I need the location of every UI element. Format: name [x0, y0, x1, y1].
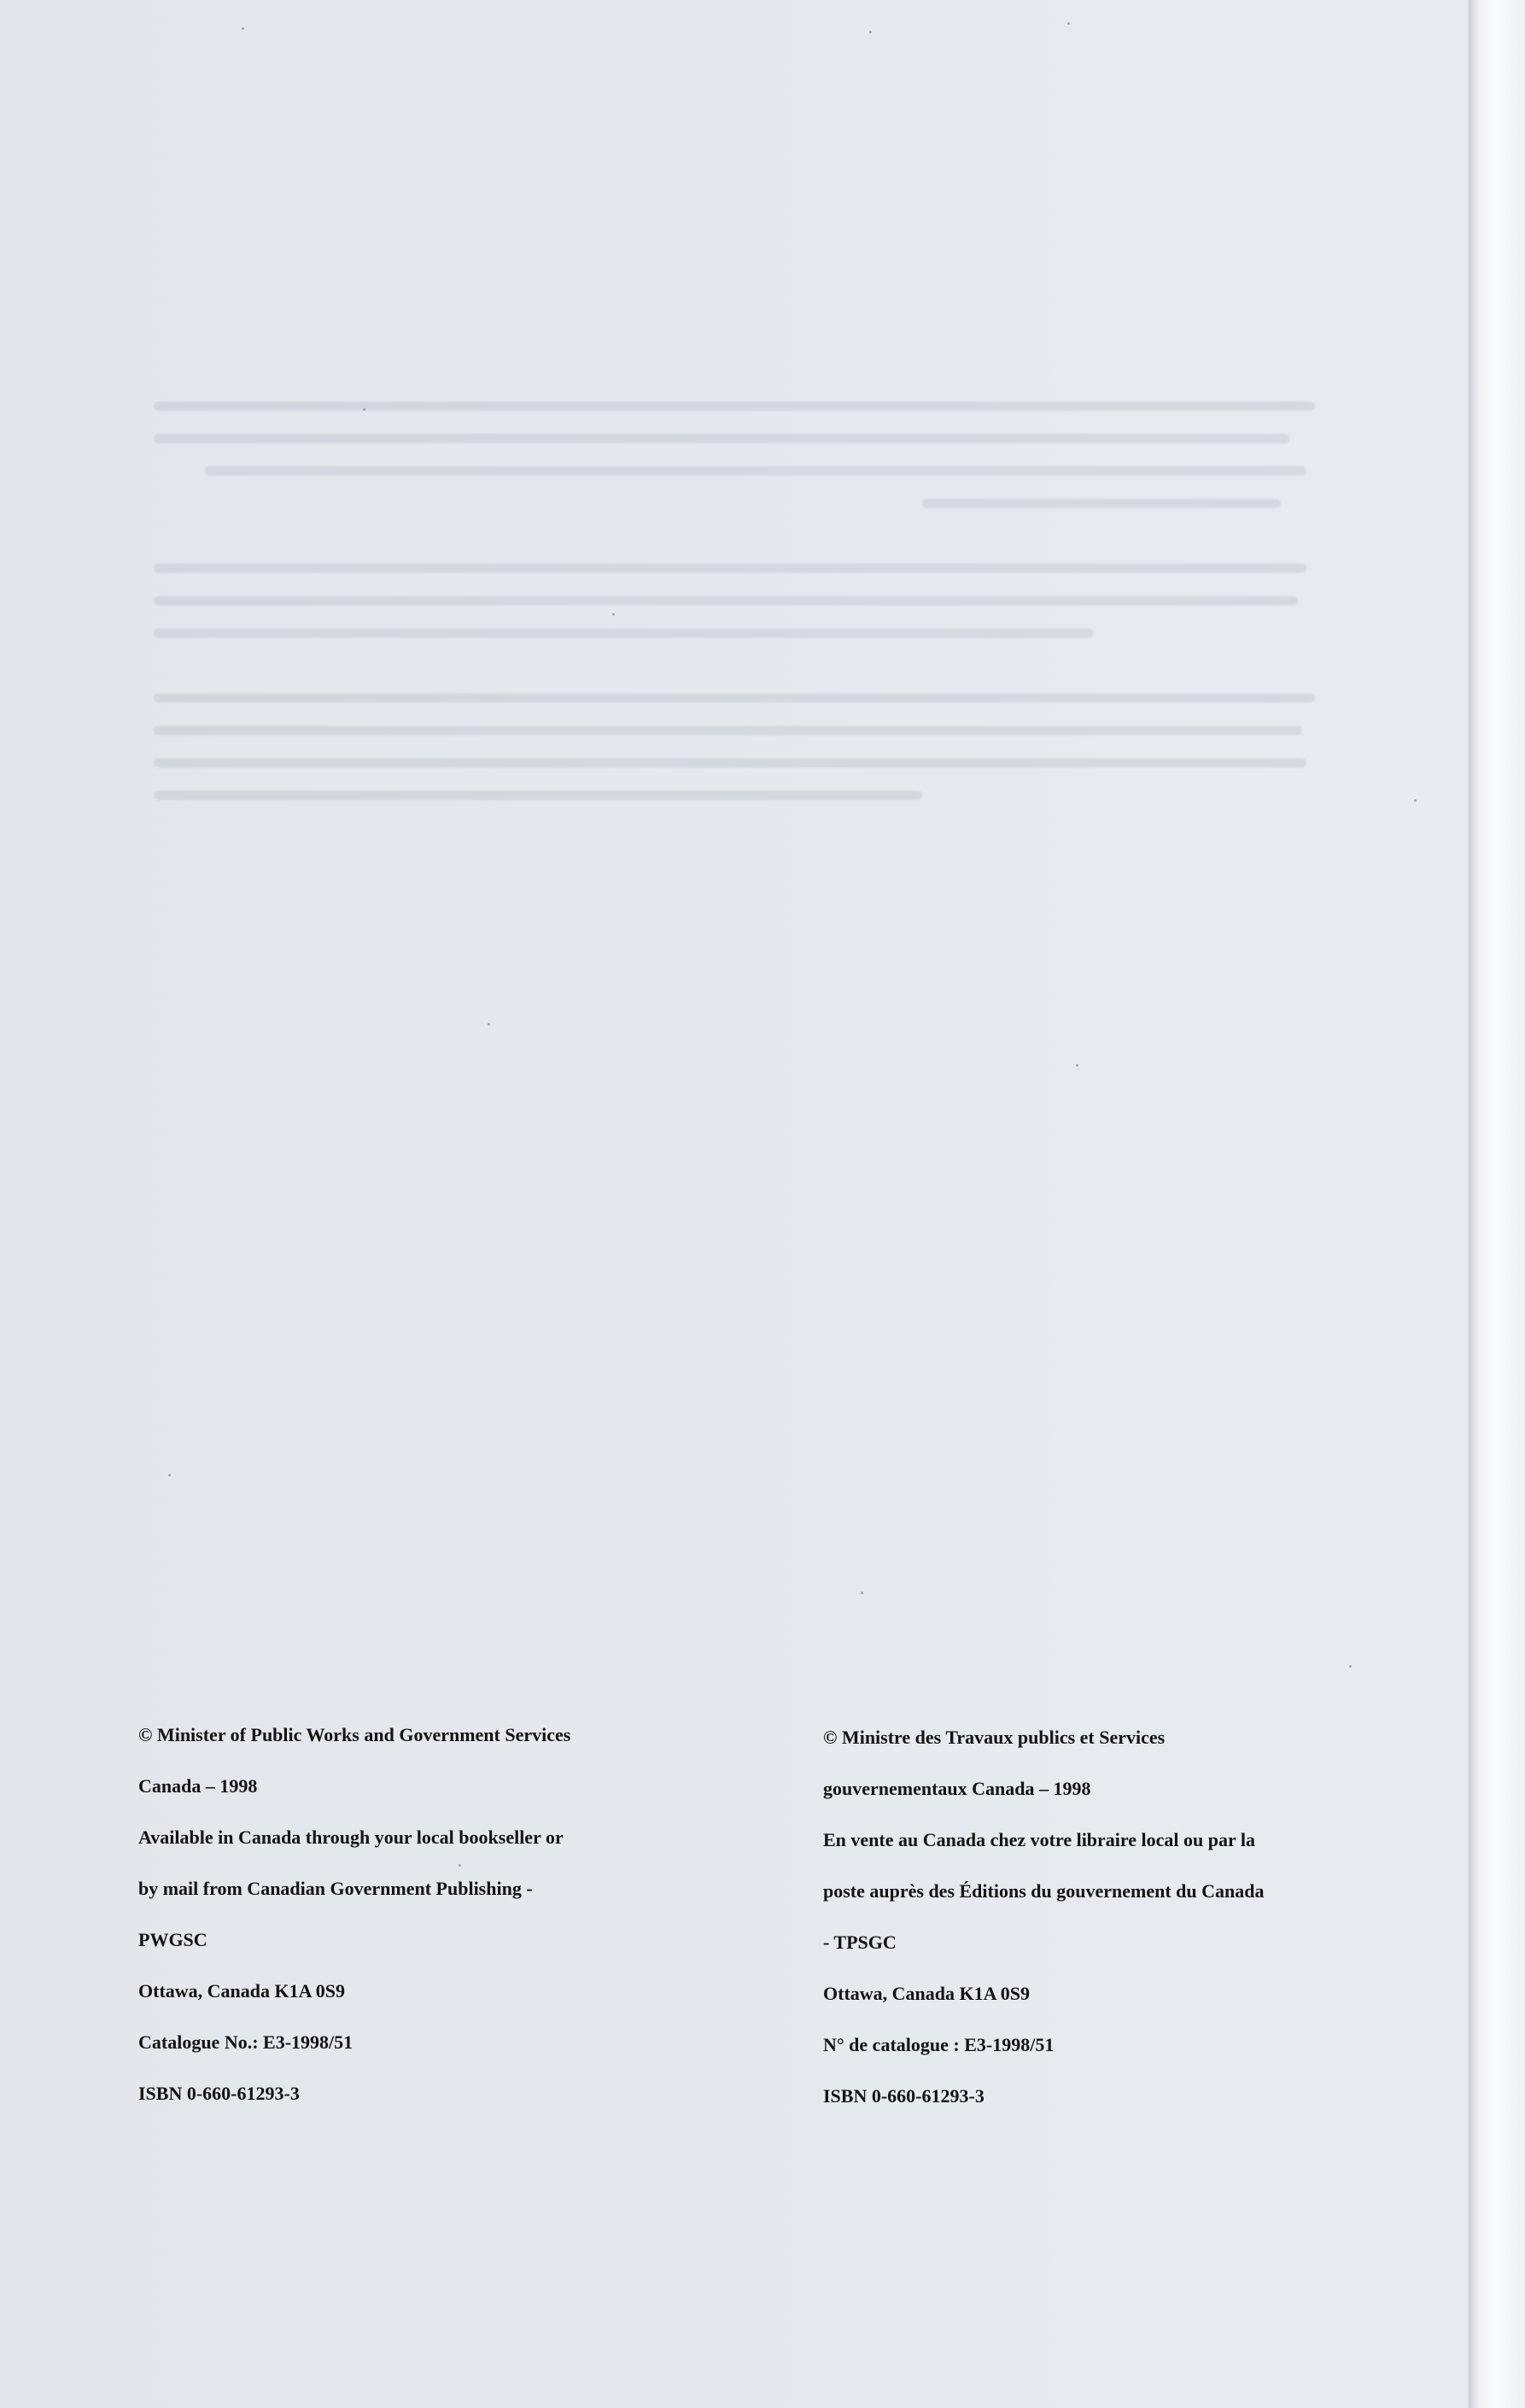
copyright-line: © Minister of Public Works and Government Services [138, 1724, 571, 1745]
bleed-through-text [154, 401, 1332, 862]
paper-speck [612, 613, 615, 616]
copyright-line: © Ministre des Travaux publics et Services [823, 1727, 1166, 1748]
paper-speck [242, 27, 244, 30]
english-publication-info [138, 1710, 685, 2119]
availability-line: poste auprès des Éditions du gouvernement du Canada [823, 1880, 1265, 1902]
paper-speck [168, 1474, 171, 1476]
catalogue-number: Catalogue No.: E3-1998/51 [138, 2031, 353, 2053]
paper-speck [488, 1023, 490, 1026]
french-publication-info [823, 1712, 1370, 2122]
availability-line: En vente au Canada chez votre libraire local ou par la [823, 1829, 1255, 1850]
catalogue-number: N° de catalogue : E3-1998/51 [823, 2034, 1055, 2055]
paper-speck [363, 408, 365, 411]
paper-speck [1414, 799, 1417, 802]
paper-speck [1076, 1064, 1078, 1067]
availability-line: - TPSGC [823, 1932, 897, 1953]
isbn-number: ISBN 0-660-61293-3 [138, 2083, 300, 2104]
paper-speck [1349, 1665, 1352, 1668]
paper-speck [869, 31, 872, 33]
paper-speck [861, 1592, 863, 1594]
copyright-year-line: Canada – 1998 [138, 1775, 258, 1797]
address-line: Ottawa, Canada K1A 0S9 [823, 1983, 1031, 2004]
availability-line: Available in Canada through your local bookseller or [138, 1826, 564, 1848]
page-edge [1470, 0, 1525, 2408]
isbn-number: ISBN 0-660-61293-3 [823, 2085, 985, 2107]
paper-speck [1067, 22, 1070, 25]
copyright-year-line: gouvernementaux Canada – 1998 [823, 1778, 1091, 1799]
address-line: Ottawa, Canada K1A 0S9 [138, 1980, 346, 2002]
availability-line: PWGSC [138, 1929, 207, 1950]
availability-line: by mail from Canadian Government Publishing - [138, 1878, 533, 1899]
